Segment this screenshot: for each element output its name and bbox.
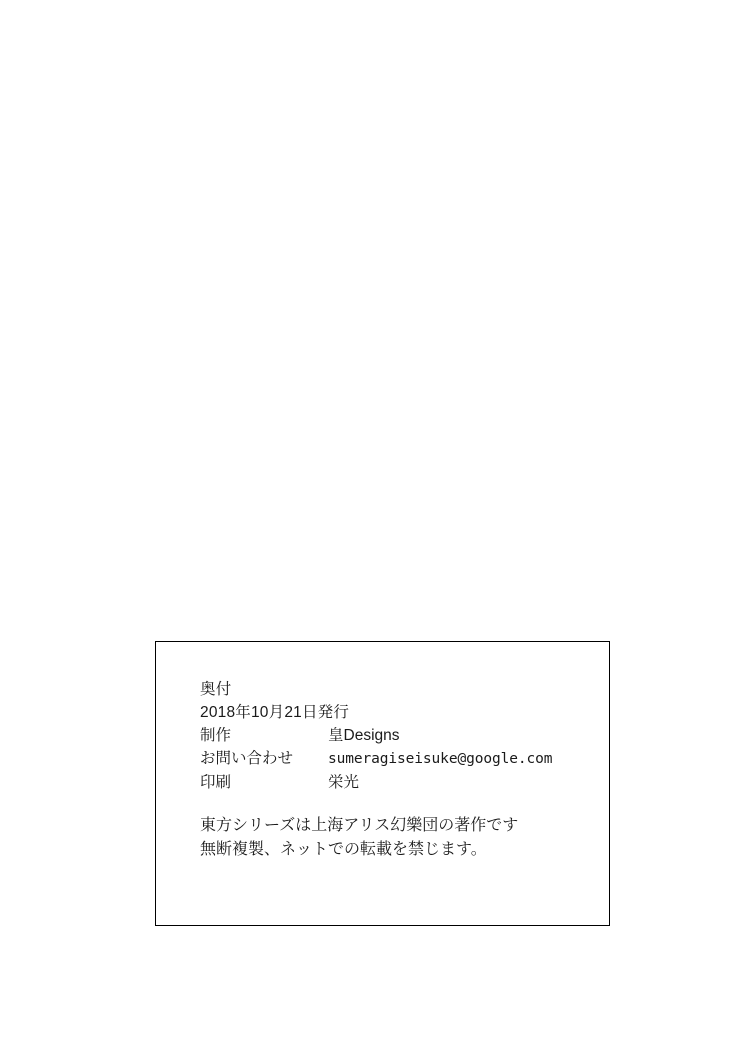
production-label: 制作: [200, 727, 232, 744]
colophon-row-production: [200, 724, 595, 747]
colophon-spacer: [200, 794, 595, 814]
colophon-box: [155, 641, 610, 926]
printing-value: 栄光: [328, 774, 360, 791]
printing-label: 印刷: [200, 774, 232, 791]
contact-label: お問い合わせ: [200, 750, 294, 767]
publication-date: 2018年10月21日発行: [200, 704, 350, 721]
colophon-row-contact: [200, 747, 595, 771]
colophon-row-printing: [200, 771, 595, 794]
colophon-content: [200, 678, 595, 862]
contact-email: sumeragiseisuke@google.com: [328, 751, 553, 767]
colophon-heading: 奥付: [200, 681, 232, 698]
copyright-notice-line-2: 無断複製、ネットでの転載を禁じます。: [200, 841, 487, 858]
production-value: 皇Designs: [328, 727, 400, 744]
copyright-notice-line-1: 東方シリーズは上海アリス幻樂団の著作です: [200, 817, 519, 834]
